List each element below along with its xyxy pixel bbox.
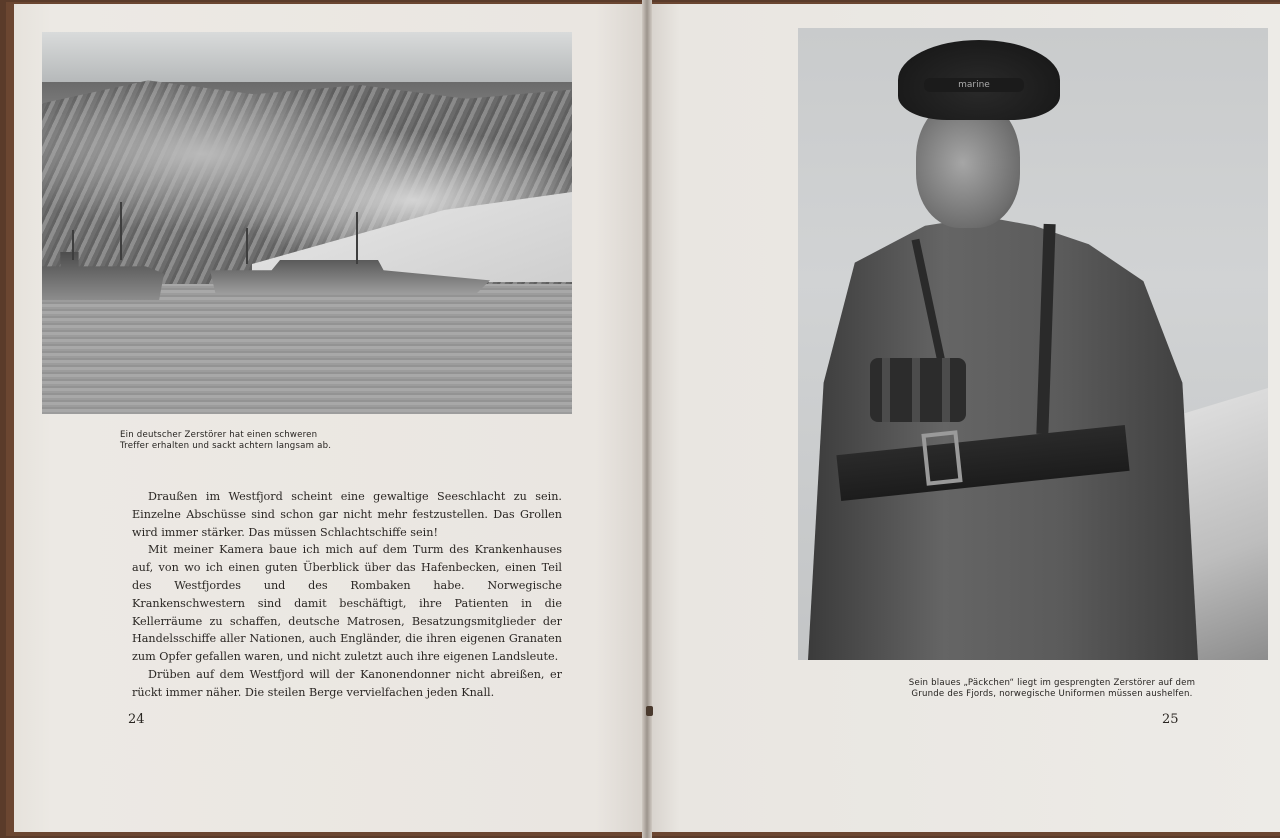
- page-number-left: 24: [128, 712, 145, 727]
- ship-mast: [246, 228, 248, 264]
- ship-mast: [72, 230, 74, 260]
- cap-band: [924, 78, 1024, 92]
- paragraph: Mit meiner Kamera baue ich mich auf dem Turm des Krankenhauses auf, von wo ich einen guten Überblick über das Hafenbecken, einen Teil des Westfjordes und des Rombaken habe. Norwegische Krankenschwestern sind damit beschäftigt, ihre Patienten in die Kellerräume zu schaffen, deutsche Matrosen, Besatzungsmitglieder der Handelsschiffe aller Nationen, auch Engländer, die ihren eigenen Granaten zum Opfer gefallen waren, und nicht zuletzt auch ihre eigenen Landsleute.: [132, 543, 562, 664]
- caption-line: Grunde des Fjords, norwegische Uniformen müssen aushelfen.: [911, 689, 1193, 699]
- destroyer-photo-caption: [120, 430, 420, 452]
- caption-line: Ein deutscher Zerstörer hat einen schweren: [120, 430, 318, 440]
- cap-band-text: marine: [958, 80, 990, 90]
- photo-sky: [42, 32, 572, 82]
- caption-line: Sein blaues „Päckchen“ liegt im gesprengten Zerstörer auf dem: [908, 678, 1196, 688]
- binoculars: [870, 358, 966, 422]
- ship-mast: [356, 212, 358, 264]
- right-page: [648, 4, 1280, 832]
- portrait-photo-caption: [862, 678, 1242, 700]
- binding-mark: [646, 706, 653, 716]
- soldier-figure: [808, 198, 1198, 660]
- soldier-portrait-photo: [798, 28, 1268, 660]
- photo-water: [42, 284, 572, 414]
- paragraph: Draußen im Westfjord scheint eine gewaltige Seeschlacht zu sein. Einzelne Abschüsse sind schon gar nicht mehr festzustellen. Das Grollen wird immer stärker. Das müssen Schlachtschiffe sein!: [132, 490, 562, 539]
- caption-line: Treffer erhalten und sackt achtern langsam ab.: [120, 441, 332, 451]
- paragraph: Drüben auf dem Westfjord will der Kanonendonner nicht abreißen, er rückt immer näher. Die steilen Berge vervielfachen jeden Knall.: [132, 667, 562, 699]
- belt-buckle: [921, 430, 962, 485]
- body-text: [132, 488, 562, 702]
- page-number-right: 25: [1162, 712, 1179, 727]
- ship-mast: [120, 202, 122, 260]
- destroyer-photo: [42, 32, 572, 414]
- left-page: [14, 4, 646, 832]
